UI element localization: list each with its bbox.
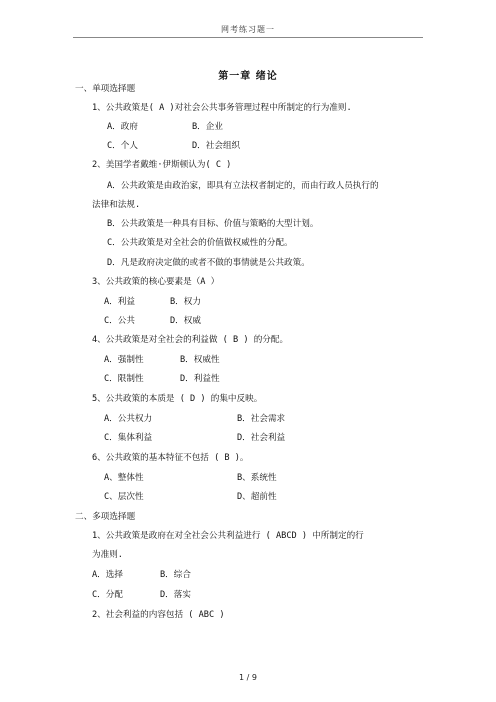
page-number: 1 / 9: [239, 673, 257, 682]
question-2-stem: 2、美国学者戴维·伊斯顿认为( C ): [92, 160, 232, 170]
multi-question-1-option-c: C．分配: [92, 590, 123, 600]
section-heading-single: 一、单项选择题: [75, 84, 136, 94]
question-3-option-d: D．权威: [170, 316, 201, 326]
question-6-option-d: D、超前性: [237, 492, 277, 502]
question-6-option-b: B、系统性: [237, 473, 277, 483]
question-5-option-a: A．公共权力: [104, 414, 153, 424]
question-1-option-b: B．企业: [192, 122, 223, 132]
question-6-option-a: A、整体性: [104, 473, 144, 483]
question-3-option-a: A．利益: [104, 297, 135, 307]
chapter-title: 第一章 绪论: [218, 71, 278, 82]
question-5-option-b: B．社会需求: [237, 414, 286, 424]
multi-question-1-option-a: A．选择: [92, 570, 123, 580]
question-3-stem: 3、公共政策的核心要素是（A ）: [92, 277, 220, 287]
question-3-option-c: C．公共: [104, 316, 135, 326]
question-5-option-c: C．集体利益: [104, 433, 153, 443]
multi-question-1-option-b: B．综合: [160, 570, 191, 580]
question-2-option-a-cont: 法律和法规.: [92, 200, 141, 210]
question-4-option-c: C．限制性: [104, 374, 144, 384]
question-6-stem: 6、公共政策的基本特征不包括 ( B )。: [92, 453, 249, 463]
header-rule: [73, 37, 423, 38]
question-4-stem: 4、公共政策是对全社会的利益做 ( B ) 的分配。: [92, 335, 289, 345]
question-1-stem: 1、公共政策是( A )对社会公共事务管理过程中所制定的行为准则.: [92, 103, 352, 113]
question-1-option-a: A．政府: [107, 122, 138, 132]
question-5-stem: 5、公共政策的本质是 ( D ) 的集中反映。: [92, 394, 263, 404]
question-4-option-a: A．强制性: [104, 355, 144, 365]
question-1-option-d: D．社会组织: [192, 141, 241, 151]
question-3-option-b: B．权力: [170, 297, 201, 307]
question-2-option-d: D．凡是政府决定做的或者不做的事情就是公共政策。: [107, 258, 310, 268]
multi-question-1-stem: 1、公共政策是政府在对全社会公共利益进行 ( ABCD ) 中所制定的行: [92, 531, 364, 541]
question-2-option-b: B．公共政策是一种具有目标、价值与策略的大型计划。: [107, 219, 319, 229]
page-header: 网考练习题一: [221, 25, 275, 34]
multi-question-1-stem-cont: 为准则.: [92, 550, 123, 560]
question-6-option-c: C、层次性: [104, 492, 144, 502]
question-2-option-a: A．公共政策是由政治家，即具有立法权者制定的，而由行政人员执行的: [107, 181, 379, 191]
question-1-option-c: C．个人: [107, 141, 138, 151]
multi-question-1-option-d: D．落实: [160, 590, 191, 600]
question-5-option-d: D．社会利益: [237, 433, 286, 443]
question-4-option-d: D．利益性: [180, 374, 220, 384]
section-heading-multi: 二、多项选择题: [75, 512, 136, 522]
question-4-option-b: B．权威性: [180, 355, 220, 365]
question-2-option-c: C．公共政策是对全社会的价值做权威性的分配。: [107, 238, 293, 248]
multi-question-2-stem: 2、社会利益的内容包括 ( ABC ): [92, 610, 225, 620]
